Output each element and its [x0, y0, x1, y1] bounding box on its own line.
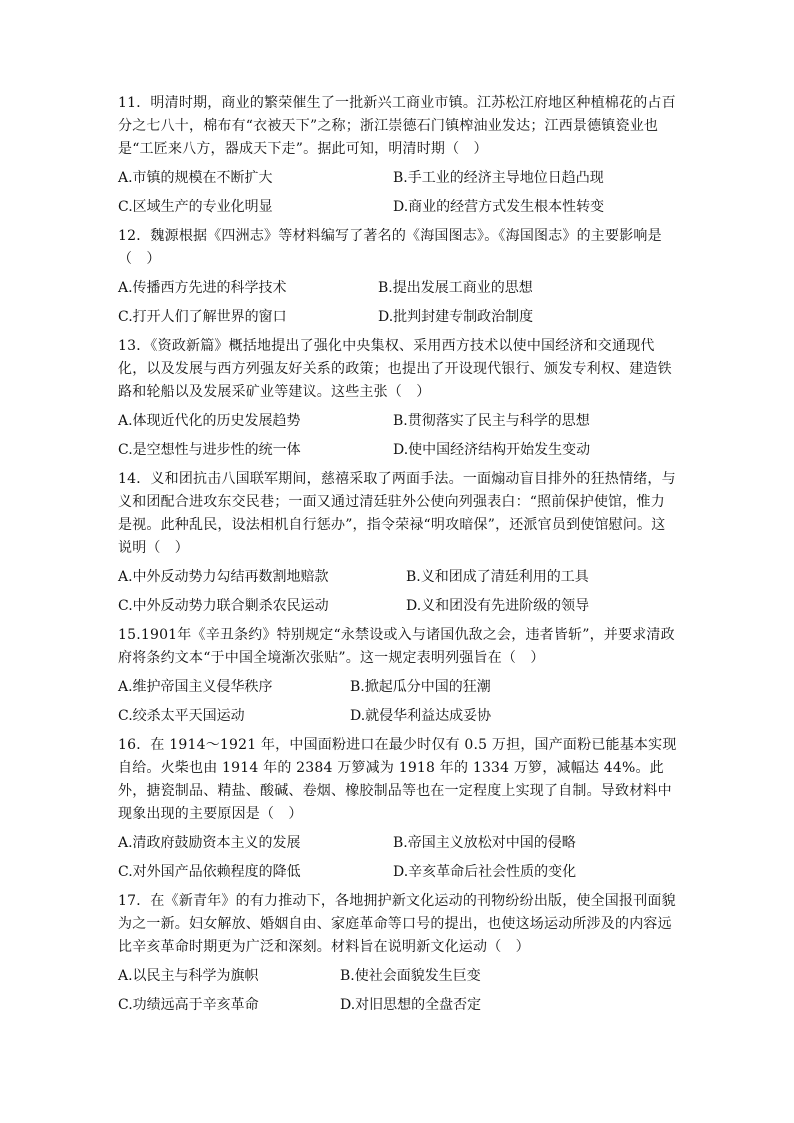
question-16 [118, 734, 678, 884]
question-14 [118, 468, 678, 618]
option-d: D.批判封建专制政治制度 [378, 309, 534, 325]
question-stem: 14．义和团抗击八国联军期间，慈禧采取了两面手法。一面煽动盲目排外的狂热情绪，与义和团配合进攻东交民巷；一面又通过清廷驻外公使向列强表白：“照前保护使馆，惟力是视。此种乱民，设法相机自行惩办”，指令荣禄“明攻暗保”，还派官员到使馆慰问。这说明（ ） [118, 471, 676, 556]
options [118, 676, 678, 728]
option-a: A.传播西方先进的科学技术 [118, 280, 287, 296]
option-b: B.义和团成了清廷利用的工具 [406, 569, 589, 585]
options [118, 832, 678, 884]
option-a: A.中外反动势力勾结再数割地赔款 [118, 569, 329, 585]
options [118, 410, 678, 462]
question-15 [118, 624, 678, 728]
question-stem: 12．魏源根据《四洲志》等材料编写了著名的《海国图志》。《海国图志》的主要影响是（ ） [118, 228, 662, 267]
option-b: B.手工业的经济主导地位日趋凸现 [393, 170, 604, 186]
option-a: A.清政府鼓励资本主义的发展 [118, 835, 301, 851]
option-c: C.是空想性与进步性的统一体 [118, 442, 301, 458]
option-c: C.中外反动势力联合剿杀农民运动 [118, 598, 329, 614]
option-c: C.功绩远高于辛亥革命 [118, 997, 259, 1013]
option-b: B.掀起瓜分中国的狂潮 [350, 679, 491, 695]
question-stem: 16．在 1914～1921 年，中国面粉进口在最少时仅有 0.5 万担，国产面粉已能基本实现自给。火柴也由 1914 年的 2384 万箩减为 1918 年的 1334 万箩，减幅达 44%。此外，搪瓷制品、精盐、酸碱、卷烟、橡胶制品等也在一定程度上实现了自制。导致材料中现象出现的主要原因是（ ） [118, 737, 677, 822]
options [118, 277, 678, 329]
option-a: A.市镇的规模在不断扩大 [118, 170, 273, 186]
option-a: A.体现近代化的历史发展趋势 [118, 413, 301, 429]
question-17 [118, 890, 678, 1017]
option-d: D.义和团没有先进阶级的领导 [406, 598, 590, 614]
option-b: B.使社会面貌发生巨变 [340, 968, 481, 984]
options [118, 566, 678, 618]
option-a: A.以民主与科学为旗帜 [118, 968, 259, 984]
question-page [118, 92, 678, 1023]
question-12 [118, 225, 678, 329]
options [118, 167, 678, 219]
question-stem: 13．《资政新篇》概括地提出了强化中央集权、采用西方技术以使中国经济和交通现代化，以及发展与西方列强友好关系的政策；也提出了开设现代银行、颁发专利权、建造铁路和轮船以及发展采矿业等建议。这些主张（ ） [118, 338, 672, 400]
option-b: B.提出发展工商业的思想 [378, 280, 533, 296]
question-stem: 11．明清时期，商业的繁荣催生了一批新兴工商业市镇。江苏松江府地区种植棉花的占百分之七八十，棉布有“衣被天下”之称；浙江崇德石门镇榨油业发达；江西景德镇瓷业也是“工匠来八方，器成天下走”。据此可知，明清时期（ ） [118, 95, 676, 157]
option-c: C.打开人们了解世界的窗口 [118, 309, 287, 325]
option-b: B.贯彻落实了民主与科学的思想 [393, 413, 590, 429]
option-d: D.对旧思想的全盘否定 [340, 997, 482, 1013]
question-13 [118, 335, 678, 462]
question-stem: 15.1901年《辛丑条约》特别规定“永禁设或入与诸国仇敌之会，违者皆斩”，并要求清政府将条约文本“于中国全境渐次张贴”。这一规定表明列强旨在（ ） [118, 627, 675, 666]
option-a: A.维护帝国主义侵华秩序 [118, 679, 273, 695]
option-b: B.帝国主义放松对中国的侵略 [393, 835, 576, 851]
option-d: D.使中国经济结构开始发生变动 [393, 442, 591, 458]
option-c: C.区域生产的专业化明显 [118, 199, 273, 215]
option-c: C.对外国产品依赖程度的降低 [118, 864, 301, 880]
option-d: D.商业的经营方式发生根本性转变 [393, 199, 605, 215]
option-d: D.辛亥革命后社会性质的变化 [393, 864, 577, 880]
option-d: D.就侵华利益达成妥协 [350, 708, 492, 724]
option-c: C.绞杀太平天国运动 [118, 708, 245, 724]
question-stem: 17．在《新青年》的有力推动下，各地拥护新文化运动的刊物纷纷出版，使全国报刊面貌为之一新。妇女解放、婚姻自由、家庭革命等口号的提出，也使这场运动所涉及的内容远比辛亥革命时期更为广泛和深刻。材料旨在说明新文化运动（ ） [118, 893, 676, 955]
question-11 [118, 92, 678, 219]
options [118, 965, 678, 1017]
